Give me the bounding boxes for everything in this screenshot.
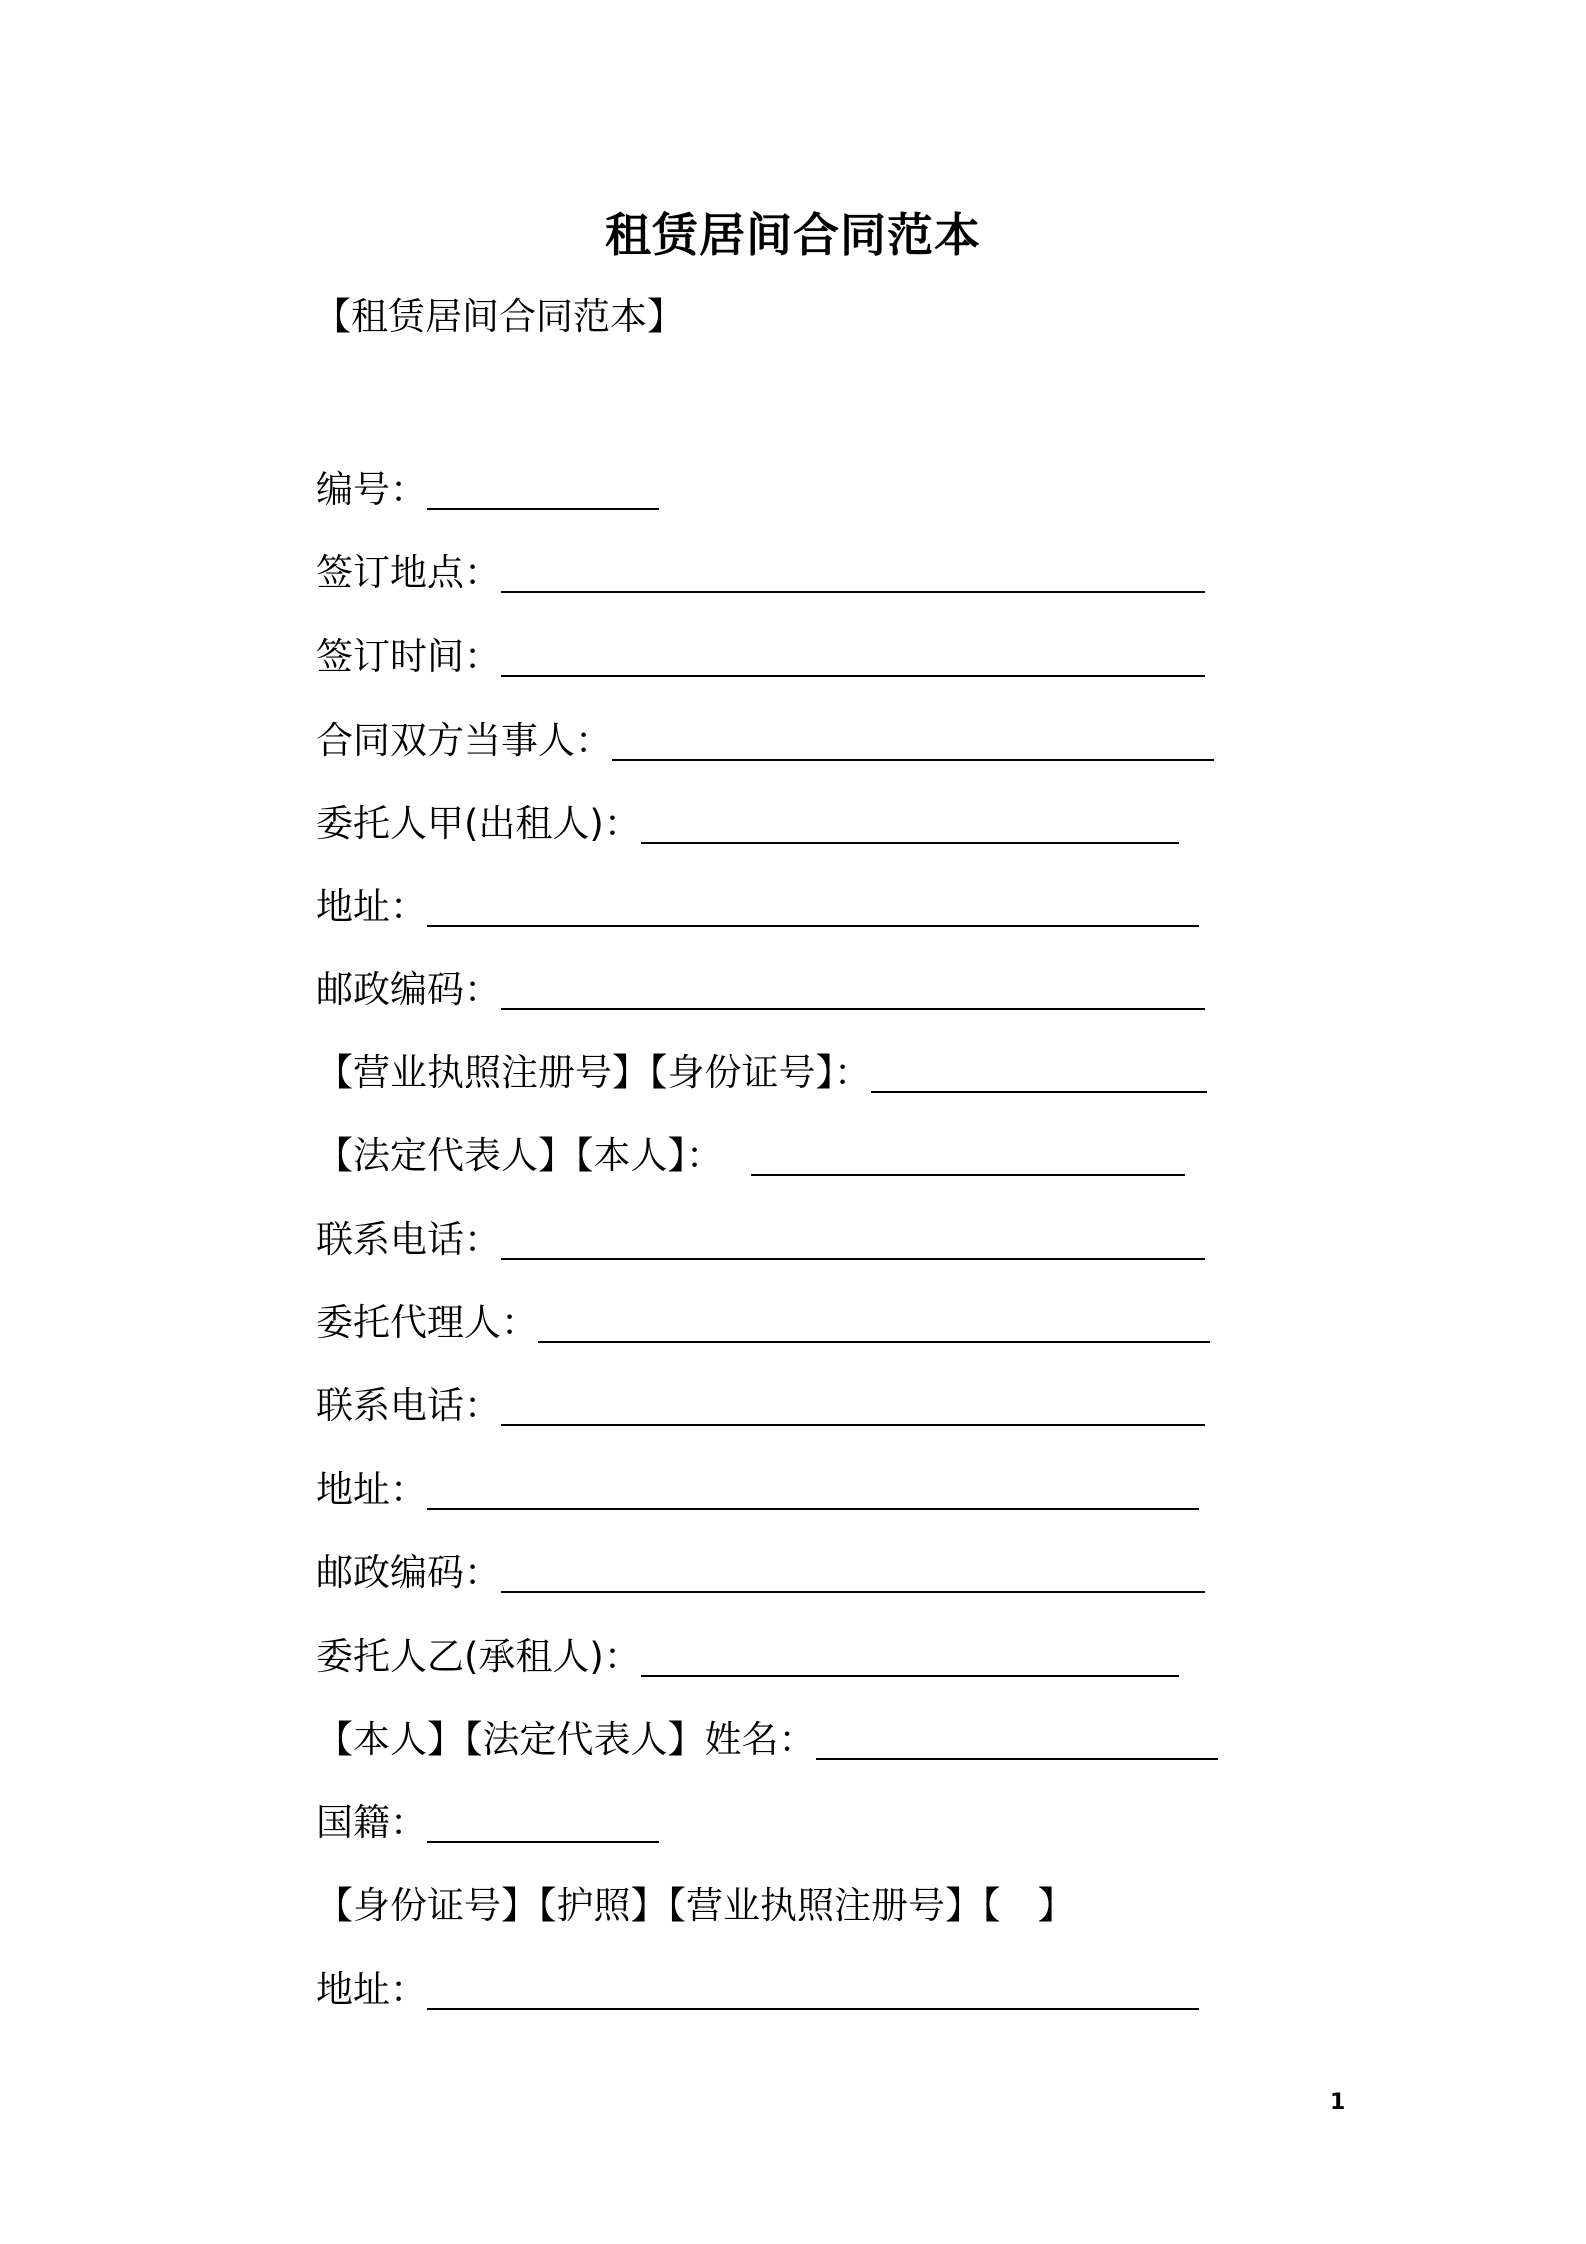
field-nationality-b: [316, 1793, 659, 1849]
blank-line[interactable]: [641, 1675, 1179, 1677]
field-label: 【身份证号】【护照】【营业执照注册号】【 】: [316, 1884, 1075, 1927]
blank-line[interactable]: [427, 1841, 659, 1843]
field-postcode-a: [316, 960, 1205, 1016]
field-id-passport-license-b: [316, 1876, 1075, 1932]
field-legal-rep-a: [316, 1126, 1185, 1182]
field-label: 签订时间：: [316, 635, 501, 678]
field-signing-place: [316, 543, 1205, 599]
subtitle: 【租赁居间合同范本】: [314, 295, 684, 338]
field-label: 联系电话：: [316, 1218, 501, 1261]
page-title: 租赁居间合同范本: [605, 208, 981, 262]
field-agent: [316, 1293, 1210, 1349]
field-label: 【营业执照注册号】【身份证号】：: [316, 1051, 871, 1094]
blank-line[interactable]: [751, 1174, 1185, 1176]
field-label: 【本人】【法定代表人】姓名：: [316, 1718, 816, 1761]
blank-line[interactable]: [538, 1341, 1210, 1343]
blank-line[interactable]: [427, 1508, 1199, 1510]
blank-line[interactable]: [501, 1258, 1205, 1260]
blank-line[interactable]: [427, 2008, 1199, 2010]
blank-line[interactable]: [501, 1424, 1205, 1426]
field-label: 合同双方当事人：: [316, 719, 612, 762]
field-label: 委托代理人：: [316, 1301, 538, 1344]
blank-line[interactable]: [816, 1758, 1218, 1760]
field-label: 地址：: [316, 1468, 427, 1511]
blank-line[interactable]: [612, 759, 1214, 761]
field-label: 委托人乙(承租人)：: [316, 1635, 641, 1678]
field-phone-agent: [316, 1376, 1205, 1432]
field-label: 联系电话：: [316, 1384, 501, 1427]
field-label: 编号：: [316, 468, 427, 511]
field-name-b: [316, 1710, 1218, 1766]
field-label: 委托人甲(出租人)：: [316, 802, 641, 845]
page-number: 1: [1330, 2090, 1346, 2115]
field-phone-a: [316, 1210, 1205, 1266]
field-party-a-lessor: [316, 794, 1179, 850]
field-label: 地址：: [316, 885, 427, 928]
blank-line[interactable]: [501, 1591, 1205, 1593]
field-number: [316, 460, 659, 516]
blank-line[interactable]: [427, 925, 1199, 927]
field-label: 签订地点：: [316, 551, 501, 594]
field-label: 【法定代表人】【本人】：: [316, 1134, 723, 1177]
blank-line[interactable]: [501, 1008, 1205, 1010]
blank-line[interactable]: [427, 508, 659, 510]
field-address-a: [316, 877, 1199, 933]
field-address-agent: [316, 1460, 1199, 1516]
field-parties: [316, 711, 1214, 767]
field-label: 邮政编码：: [316, 968, 501, 1011]
blank-line[interactable]: [501, 675, 1205, 677]
field-label: 国籍：: [316, 1801, 427, 1844]
blank-line[interactable]: [641, 842, 1179, 844]
field-signing-time: [316, 627, 1205, 683]
field-label: 地址：: [316, 1968, 427, 2011]
blank-line[interactable]: [871, 1091, 1207, 1093]
field-postcode-agent: [316, 1543, 1205, 1599]
field-address-b: [316, 1960, 1199, 2016]
field-party-b-lessee: [316, 1627, 1179, 1683]
field-label: 邮政编码：: [316, 1551, 501, 1594]
field-license-id-a: [316, 1043, 1207, 1099]
blank-line[interactable]: [501, 591, 1205, 593]
